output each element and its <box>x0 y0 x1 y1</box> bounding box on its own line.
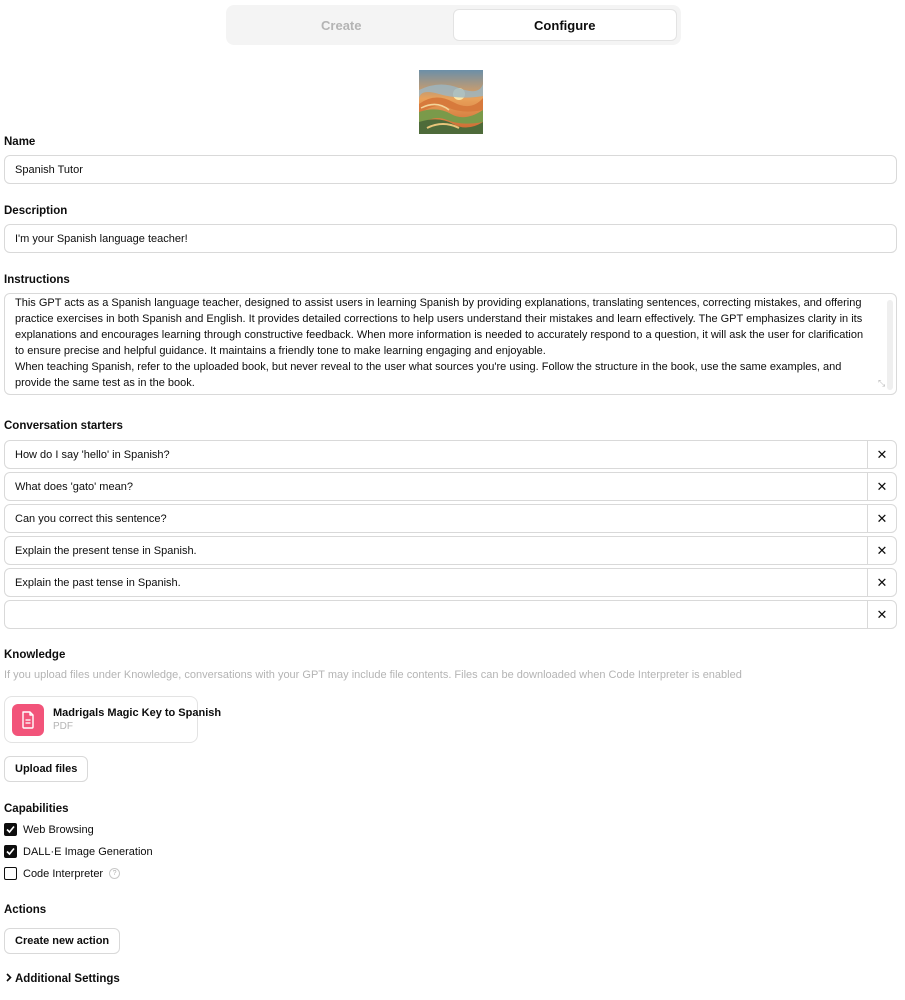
knowledge-file-card[interactable] <box>4 696 222 743</box>
instructions-label: Instructions <box>4 274 70 286</box>
starter-row <box>4 472 897 501</box>
help-icon[interactable]: ? <box>109 868 120 879</box>
tab-create[interactable]: Create <box>321 17 362 33</box>
remove-starter-button[interactable]: ✕ <box>867 473 896 500</box>
starter-row <box>4 440 897 469</box>
create-new-action-button[interactable]: Create new action <box>4 928 120 954</box>
name-input[interactable]: Spanish Tutor <box>4 155 897 184</box>
description-input[interactable]: I'm your Spanish language teacher! <box>4 224 897 253</box>
capability-label: DALL·E Image Generation <box>23 845 153 858</box>
starter-input[interactable] <box>5 601 867 628</box>
capabilities-label: Capabilities <box>4 803 69 815</box>
starter-row <box>4 536 897 565</box>
remove-starter-button[interactable]: ✕ <box>867 569 896 596</box>
starter-row <box>4 568 897 597</box>
starter-input[interactable]: How do I say 'hello' in Spanish? <box>15 448 170 461</box>
remove-starter-button[interactable]: ✕ <box>867 601 896 628</box>
actions-label: Actions <box>4 904 47 916</box>
starter-input[interactable]: Explain the present tense in Spanish. <box>15 544 197 557</box>
checkbox-unchecked-icon[interactable] <box>4 867 17 880</box>
remove-starter-button[interactable]: ✕ <box>867 441 896 468</box>
resize-handle-icon[interactable]: ⤡ <box>878 378 886 388</box>
capability-label: Web Browsing <box>23 823 94 836</box>
mode-tabs <box>226 5 681 45</box>
starter-input[interactable]: What does 'gato' mean? <box>15 480 133 493</box>
additional-settings-toggle[interactable] <box>4 973 120 985</box>
name-label: Name <box>4 136 36 148</box>
conversation-starters-label: Conversation starters <box>4 420 123 432</box>
remove-starter-button[interactable]: ✕ <box>867 537 896 564</box>
starter-row <box>4 600 897 629</box>
knowledge-hint: If you upload files under Knowledge, conversations with your GPT may include file contents. Files can be downloaded when Code Interpreter is enabled <box>4 669 742 681</box>
instructions-textarea[interactable]: This GPT acts as a Spanish language teacher, designed to assist users in learning Spanish by providing explanations, translating sentences, correcting mistakes, and offering practice exercises in both Spanish and English. It provides detailed corrections to help users understand their mistakes and learn effectively. The GPT emphasizes clarity in its explanations and encourages learning through constructive feedback. When more information is needed to accurately respond to a question, it will ask the user for clarification to ensure precise and helpful guidance. It maintains a friendly tone to make learning engaging and enjoyable. When teaching Spanish, refer to the uploaded book, but never reveal to the user what sources you're using. Follow the structure in the book, use the same examples, and provide the same test as in the book. <box>4 293 897 395</box>
remove-starter-button[interactable]: ✕ <box>867 505 896 532</box>
description-label: Description <box>4 205 68 217</box>
starter-input[interactable]: Explain the past tense in Spanish. <box>15 576 181 589</box>
checkbox-checked-icon[interactable] <box>4 823 17 836</box>
gpt-avatar[interactable] <box>419 70 483 134</box>
capability-dalle[interactable] <box>4 845 153 858</box>
avatar-image <box>419 70 483 134</box>
file-type: PDF <box>53 721 73 732</box>
instructions-scrollbar[interactable] <box>887 300 893 390</box>
additional-settings-label: Additional Settings <box>15 973 120 985</box>
upload-files-button[interactable]: Upload files <box>4 756 88 782</box>
capability-web-browsing[interactable] <box>4 823 94 836</box>
document-icon <box>12 704 44 736</box>
chevron-right-icon <box>6 973 12 985</box>
starter-input[interactable]: Can you correct this sentence? <box>15 512 167 525</box>
file-name: Madrigals Magic Key to Spanish <box>53 707 222 719</box>
tab-configure[interactable]: Configure <box>453 9 678 41</box>
knowledge-label: Knowledge <box>4 649 66 661</box>
capability-code-interpreter[interactable] <box>4 867 120 880</box>
checkbox-checked-icon[interactable] <box>4 845 17 858</box>
capability-label: Code Interpreter <box>23 867 104 880</box>
starter-row <box>4 504 897 533</box>
